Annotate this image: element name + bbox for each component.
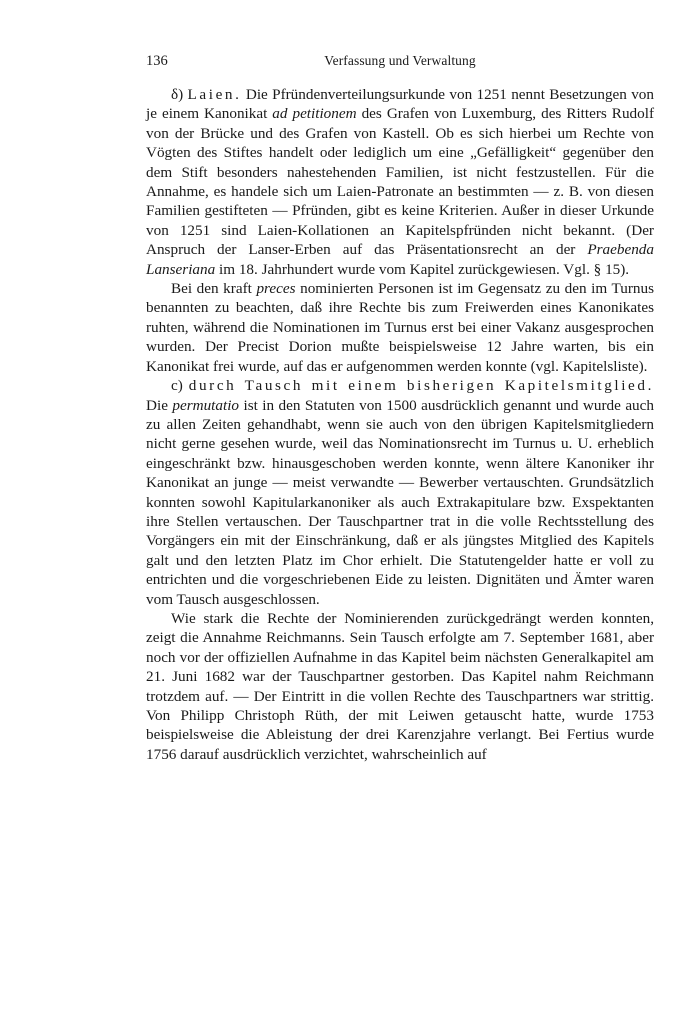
text-run: Wie stark die Rechte der Nominierenden zurückgedrängt werden konnten, zeigt die Annahme Reichmanns. Sein Tausch erfolgte am 7. September 1681, aber noch vor der offiziellen Aufnahme in das Kapitel beim nächsten Generalkapitel am 21. Juni 1682 war der Tauschpartner gestorben. Das Kapitel nahm Reichmann trotzdem auf. — Der Eintritt in die vollen Rechte des Tauschpartners war strittig. Von Philipp Christoph Rüth, der mit Leiwen getauscht hatte, wurde 1753 beispielsweise die Ableistung der drei Karenzjahre verlangt. Bei Fertius wurde 1756 darauf ausdrücklich verzichtet, wahrscheinlich auf [146,609,654,763]
text-run: ist in den Statuten von 1500 ausdrücklich genannt und wurde auch zu allen Zeiten gehandhabt, wenn sie auch von den übrigen Kapitelsmitgliedern nicht gerne gesehen wurde, weil das Nominationsrecht im Turnus u. U. erheblich eingeschränkt bzw. hinausgeschoben werden konnte, wenn ältere Kanoniker ihr Kanonikat an junge — meist verwandte — Bewerber vertauschten. Grundsätzlich konnten sowohl Kapitularkanoniker als auch Extrakapitulare bzw. Exspektanten ihre Stellen vertauschen. Der Tauschpartner trat in die volle Rechtsstellung des Vorgängers ein mit der Einschränkung, daß er als jüngstes Mitglied des Kapitels galt und den letzten Platz im Chor erhielt. Die Statutengelder hatte er voll zu entrichten und die vorgeschriebenen Eide zu leisten. Dignitäten und Ämter waren vom Tausch ausgeschlossen. [146,396,654,608]
text-run: Bei den kraft [171,280,257,298]
text-run: Die [146,396,173,414]
body-text [146,85,654,764]
spaced-heading: Laien. [187,86,242,103]
paragraph-c-tausch [146,376,654,609]
text-run: Die Pfründenverteilungsurkunde von 1251 nennt Besetzungen von je einem Kanonikat [146,86,654,123]
italic-term: permutatio [172,396,240,414]
text-run: im 18. Jahrhundert wurde vom Kapitel zurückgewiesen. Vgl. § 15). [215,260,630,278]
page-number: 136 [146,53,168,69]
italic-term: Praebenda Lanseriana [146,241,654,278]
paragraph-delta-laien [146,85,654,279]
spaced-heading: durch Tausch mit einem bisherigen Kapitelsmitglied. [188,377,654,395]
running-title: Verfassung und Verwaltung [324,53,476,68]
text-run: des Grafen von Luxemburg, des Ritters Rudolf von der Brücke und des Grafen von Kastell. Ob es sich hierbei um Rechte von Vögten des Stiftes handelt oder lediglich um eine „Gefälligkeit“ gegenüber den dem Stift besonders nahestehenden Familien, ist nicht festzustellen. Für die Annahme, es handele sich um Laien-Patronate an bestimmten — z. B. von diesen Familien gestifteten — Pfründen, gibt es keine Kriterien. Außer in dieser Urkunde von 1251 sind Laien-Kollationen an Kapitelspfründen nicht bekannt. (Der Anspruch der Lanser-Erben auf das Präsentationsrecht an der [146,105,655,259]
paragraph-reichmann [146,609,654,764]
text-run: δ) [171,86,188,103]
italic-term: ad petitionem [272,105,357,123]
running-head [146,52,654,74]
book-page [146,52,654,764]
text-run: nominierten Personen ist im Gegensatz zu den im Turnus benannten zu beachten, daß ihre Rechte bis zum Freiwerden eines Kanonikates ruhten, während die Nominationen im Turnus erst bei einer Vakanz ausgesprochen wurden. Der Precist Dorion mußte beispielsweise 12 Jahre warten, bis ein Kanonikat frei wurde, auf das er aufgenommen werden konnte (vgl. Kapitelsliste). [146,280,654,375]
paragraph-preces [146,279,654,376]
text-run: c) [171,377,189,395]
italic-term: preces [256,280,296,298]
